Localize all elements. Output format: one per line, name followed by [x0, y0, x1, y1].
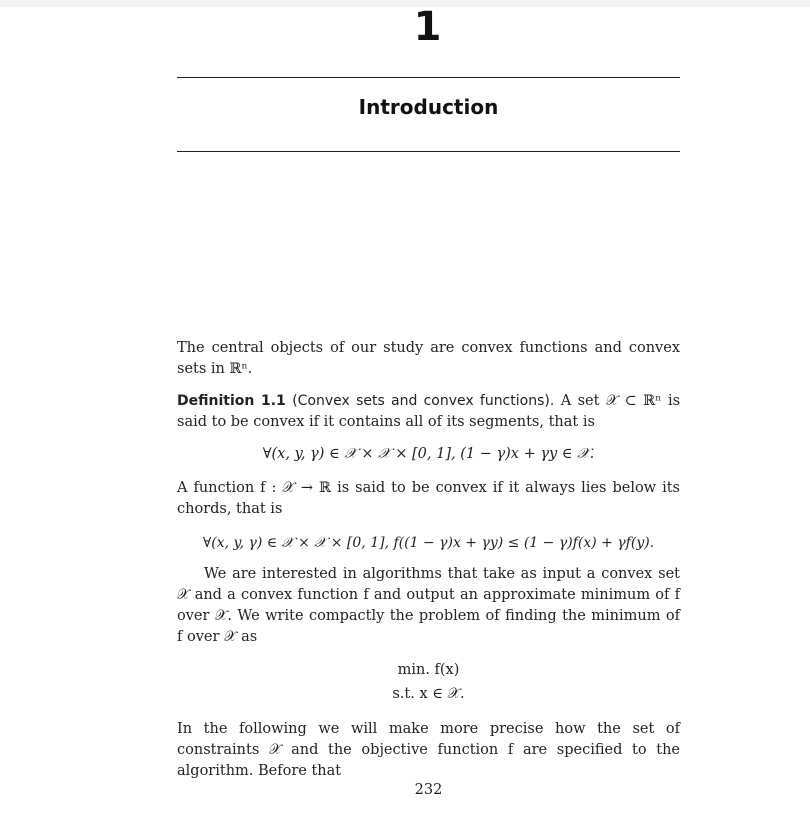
- definition-text: A set 𝒳 ⊂ ℝⁿ is said to be convex if it contains all of its segments, that is: [177, 393, 681, 430]
- chapter-number: 1: [413, 4, 442, 50]
- function-definition: A function f : 𝒳 → ℝ is said to be convex if it always lies below its chords, that is: [177, 480, 680, 517]
- optimization-constraint: s.t. x ∈ 𝒳.: [392, 686, 465, 702]
- top-rule: [177, 77, 680, 78]
- definition-label: Definition 1.1: [177, 393, 286, 409]
- chapter-title: Introduction: [358, 95, 499, 119]
- body-paragraph-2: In the following we will make more precise how the set of constraints 𝒳 and the objective function f are specified to the algorithm. Before that: [177, 721, 680, 779]
- body-paragraph-1: We are interested in algorithms that take as input a convex set 𝒳 and a convex function f and output an approximate minimum of f over 𝒳. We write compactly the problem of finding the minimum of f over 𝒳 as: [177, 566, 680, 645]
- equation-convex-set: ∀(x, y, γ) ∈ 𝒳 × 𝒳 × [0, 1], (1 − γ)x + γy ∈ 𝒳.: [262, 446, 595, 462]
- definition-title: (Convex sets and convex functions).: [292, 393, 555, 409]
- intro-paragraph: The central objects of our study are convex functions and convex sets in ℝⁿ.: [177, 340, 680, 377]
- definition-block: [177, 391, 680, 433]
- bottom-rule: [177, 151, 680, 152]
- optimization-objective: min. f(x): [397, 662, 460, 678]
- page-number: 232: [414, 782, 443, 798]
- equation-convex-function: ∀(x, y, γ) ∈ 𝒳 × 𝒳 × [0, 1], f((1 − γ)x + γy) ≤ (1 − γ)f(x) + γf(y).: [202, 535, 655, 551]
